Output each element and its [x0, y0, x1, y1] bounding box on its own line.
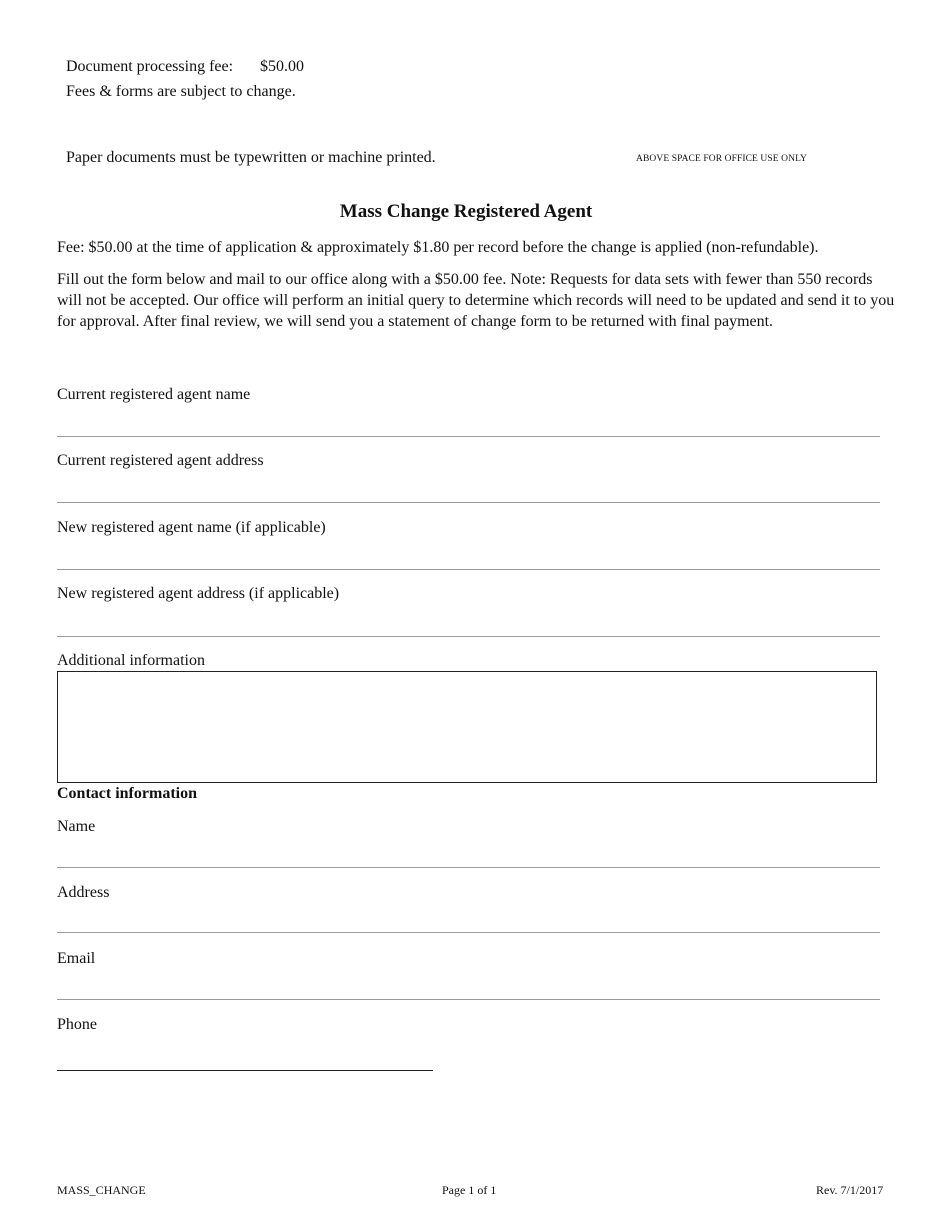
new-agent-address-field[interactable] — [57, 636, 880, 637]
office-use-note: ABOVE SPACE FOR OFFICE USE ONLY — [636, 154, 807, 164]
current-agent-address-label: Current registered agent address — [57, 452, 264, 469]
contact-address-field[interactable] — [57, 932, 880, 933]
fee-paragraph: Fee: $50.00 at the time of application & approximately $1.80 per record before the change is applied (non-refundable). — [57, 239, 819, 256]
new-agent-address-label: New registered agent address (if applicable) — [57, 585, 340, 602]
current-agent-name-field[interactable] — [57, 436, 880, 437]
paper-documents-note: Paper documents must be typewritten or machine printed. — [66, 149, 436, 166]
new-agent-name-label: New registered agent name (if applicable) — [57, 519, 326, 536]
contact-name-label: Name — [57, 818, 96, 835]
new-agent-name-field[interactable] — [57, 569, 880, 570]
footer-form-code: MASS_CHANGE — [57, 1183, 146, 1197]
contact-heading: Contact information — [57, 785, 197, 802]
fees-subject-note: Fees & forms are subject to change. — [66, 83, 296, 100]
footer-revision: Rev. 7/1/2017 — [816, 1183, 884, 1197]
current-agent-address-field[interactable] — [57, 502, 880, 503]
additional-info-label: Additional information — [57, 652, 205, 669]
instructions-paragraph: Fill out the form below and mail to our office along with a $50.00 fee. Note: Requests for data sets with fewer than 550 records will not be accepted. Our office will perform an initial query to determine which records will need to be updated and send it to you for approval. After final review, we will send you a statement of change form to be returned with final payment. — [57, 271, 895, 330]
contact-phone-label: Phone — [57, 1016, 97, 1033]
contact-email-label: Email — [57, 950, 96, 967]
footer-page-number: Page 1 of 1 — [442, 1183, 497, 1197]
fee-label: Document processing fee: — [66, 58, 234, 75]
contact-name-field[interactable] — [57, 867, 880, 868]
contact-address-label: Address — [57, 884, 110, 901]
additional-info-box[interactable] — [57, 671, 877, 783]
page-title: Mass Change Registered Agent — [339, 201, 593, 222]
contact-phone-field[interactable] — [57, 1070, 433, 1071]
current-agent-name-label: Current registered agent name — [57, 386, 251, 403]
fee-value: $50.00 — [260, 58, 304, 75]
contact-email-field[interactable] — [57, 999, 880, 1000]
